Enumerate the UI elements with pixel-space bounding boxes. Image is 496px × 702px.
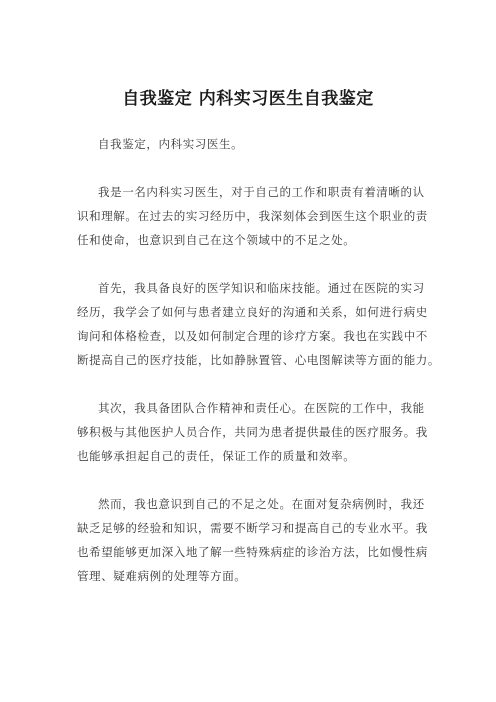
paragraph-line: 经历，我学会了如何与患者建立良好的沟通和关系，如何进行病史	[77, 305, 428, 319]
paragraph-line: 缺乏足够的经验和知识，需要不断学习和提高自己的专业水平。我	[77, 521, 428, 535]
paragraph-line: 任和使命，也意识到自己在这个领域中的不足之处。	[77, 233, 356, 247]
paragraph-line: 管理、疑难病例的处理等方面。	[77, 569, 247, 583]
paragraph-line: 也能够承担起自己的责任，保证工作的质量和效率。	[77, 449, 356, 463]
paragraph-line: 然而，我也意识到自己的不足之处。在面对复杂病例时，我还	[98, 497, 425, 511]
paragraph-line: 自我鉴定，内科实习医生。	[98, 137, 244, 151]
paragraph-line: 其次，我具备团队合作精神和责任心。在医院的工作中，我能	[98, 401, 425, 415]
page-title: 自我鉴定 内科实习医生自我鉴定	[122, 89, 374, 109]
paragraph-line: 也希望能够更加深入地了解一些特殊病症的诊治方法，比如慢性病	[77, 545, 428, 559]
paragraph-line: 识和理解。在过去的实习经历中，我深刻体会到医生这个职业的责	[77, 209, 428, 223]
paragraph-line: 首先，我具备良好的医学知识和临床技能。通过在医院的实习	[98, 281, 425, 295]
paragraph-line: 询问和体格检查，以及如何制定合理的诊疗方案。我也在实践中不	[77, 329, 428, 343]
paragraph-line: 够积极与其他医护人员合作，共同为患者提供最佳的医疗服务。我	[77, 425, 428, 439]
paragraph-line: 断提高自己的医疗技能，比如静脉置管、心电图解读等方面的能力。	[77, 353, 440, 367]
paragraph-line: 我是一名内科实习医生，对于自己的工作和职责有着清晰的认	[98, 185, 425, 199]
